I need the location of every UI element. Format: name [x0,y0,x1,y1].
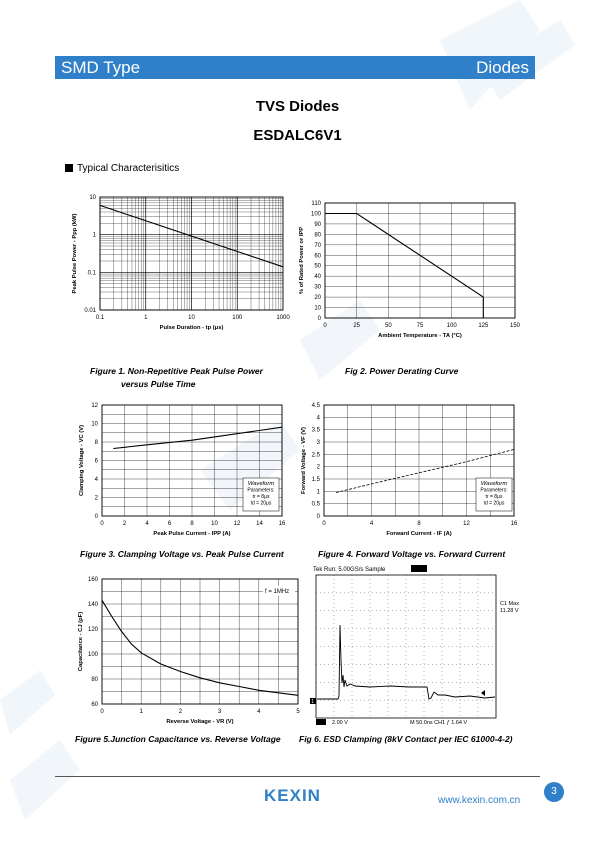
y-tick-label: 60 [91,702,98,708]
x-tick-label: 6 [167,521,172,527]
x-tick-label: 1 [139,709,143,715]
y-tick-label: 1 [316,489,320,496]
x-tick-label: 0 [100,709,104,715]
y-tick-label: 0 [94,514,98,520]
figure-2-chart [290,195,535,345]
figure-4-chart [292,398,532,546]
scope-ch-value: 11.28 V [500,608,519,614]
y-tick-label: 70 [314,242,321,249]
x-tick-label: 1 [144,315,148,321]
header-type: SMD Type [61,57,141,77]
y-tick-label: 0 [317,316,321,322]
y-tick-label: 3 [316,440,320,446]
figure-1-caption: Figure 1. Non-Repetitive Peak Pulse Power [90,366,263,376]
x-tick-label: 50 [384,323,392,329]
y-tick-label: 1 [92,232,96,239]
footer-divider [55,776,540,777]
bullet-square-icon [65,164,73,172]
x-axis-label: Peak Pulse Current - IPP (A) [153,531,231,537]
x-tick-label: 25 [353,323,361,329]
y-axis-label: Clamping Voltage - VC (V) [79,424,85,497]
x-tick-label: 3 [217,709,222,715]
x-tick-label: 16 [510,521,518,527]
y-tick-label: 6 [94,458,98,465]
x-tick-label: 4 [257,709,261,715]
note-text: f = 1MHz [265,589,290,595]
scope-bottom-right: M 50.0ns CH1 ƒ 1.64 V [410,720,468,725]
y-tick-label: 4 [94,477,98,483]
y-axis-label: Peak Pulse Power - Ppp (kW) [72,213,78,294]
x-tick-label: 2 [122,521,127,527]
scope-bottom-left: 2.00 V [332,720,348,725]
y-tick-label: 2.5 [311,452,320,459]
scope-marker-1: 1 [311,699,314,705]
x-tick-label: 8 [417,521,421,527]
figure-3-caption: Figure 3. Clamping Voltage vs. Peak Pulse Current [80,549,284,559]
y-tick-label: 10 [91,421,98,428]
scope-ch1-box [316,719,326,725]
figure-5-caption: Figure 5.Junction Capacitance vs. Reverse Voltage [75,734,281,744]
x-tick-label: 0.1 [95,315,105,321]
y-tick-label: 3.5 [311,427,320,434]
x-tick-label: 0 [323,323,327,329]
x-tick-label: 0 [100,521,104,527]
header-category: Diodes [476,57,529,77]
scope-ch-label: C1 Max [500,601,519,607]
figure-5-chart [70,572,305,727]
legend-text: td = 20μs [483,500,505,507]
y-tick-label: 120 [87,627,98,633]
y-axis-label: Capacitance - CJ (pF) [78,611,84,672]
figure-4-caption: Figure 4. Forward Voltage vs. Forward Current [318,549,506,559]
x-tick-label: 1000 [276,315,290,321]
y-tick-label: 0 [316,514,320,520]
x-tick-label: 10 [211,521,218,527]
x-tick-label: 14 [256,521,263,527]
scope-trigd-box [411,565,427,572]
x-tick-label: 4 [369,521,374,527]
y-tick-label: 20 [314,295,321,302]
y-tick-label: 0.1 [87,270,96,277]
y-tick-label: 30 [314,284,321,291]
x-tick-label: 8 [190,521,194,527]
x-tick-label: 5 [296,709,300,715]
x-tick-label: 12 [463,521,470,527]
x-tick-label: 100 [232,315,243,321]
y-tick-label: 2 [316,464,320,471]
y-tick-label: 110 [311,201,321,207]
y-tick-label: 10 [314,305,321,312]
legend-text: Waveform [247,481,275,487]
y-tick-label: 100 [87,652,98,658]
y-tick-label: 80 [314,232,321,239]
y-tick-label: 90 [314,221,321,228]
figure-6-scope [310,565,535,725]
y-tick-label: 0.5 [311,501,320,508]
y-tick-label: 2 [94,495,98,502]
y-tick-label: 40 [314,274,321,281]
footer-logo: KEXIN [264,786,321,805]
figure-1-chart [60,190,295,340]
y-tick-label: 10 [89,195,96,201]
x-tick-label: 125 [478,323,489,329]
x-tick-label: 75 [416,323,424,329]
y-axis-label: % of Rated Power or IPP [299,226,305,295]
legend-text: tr = 8μs [252,494,270,500]
series-line [113,427,282,448]
y-tick-label: 100 [310,211,321,218]
figure-1-caption-line2: versus Pulse Time [121,379,196,389]
legend-text: Waveform [480,481,508,487]
x-axis-label: Ambient Temperature - TA (°C) [378,333,462,339]
x-tick-label: 2 [178,709,183,715]
scope-top-text: Tek Run: 5.00GS/s Sample [313,567,386,573]
part-number: ESDALC6V1 [253,127,342,144]
section-title: Typical Characterisitics [77,163,180,174]
y-tick-label: 60 [314,253,321,260]
y-tick-label: 1.5 [311,477,320,483]
x-tick-label: 10 [188,315,195,321]
section-heading [65,163,179,174]
x-tick-label: 12 [233,521,241,527]
y-tick-label: 160 [87,577,98,583]
x-tick-label: 4 [145,521,149,527]
legend-text: td = 20μs [250,500,272,507]
x-axis-label: Forward Current - IF (A) [386,531,452,537]
y-tick-label: 8 [94,440,98,446]
y-tick-label: 0.01 [84,308,96,314]
x-tick-label: 16 [278,521,286,527]
y-tick-label: 80 [91,677,98,683]
page-number: 3 [544,782,564,802]
y-tick-label: 4.5 [311,403,320,409]
y-tick-label: 140 [87,602,98,608]
y-tick-label: 4 [316,415,320,422]
page-title: TVS Diodes [255,98,340,115]
legend-text: tr = 8μs [485,494,503,500]
legend-text: Parameters: [480,487,508,494]
figure-2-caption: Fig 2. Power Derating Curve [345,366,459,376]
footer-url[interactable]: www.kexin.com.cn [438,795,521,806]
x-tick-label: 150 [509,323,521,329]
y-tick-label: 12 [91,403,98,409]
legend-text: Parameters: [247,487,275,494]
y-tick-label: 50 [314,263,321,270]
x-axis-label: Pulse Duration - tp (μs) [159,325,224,331]
x-tick-label: 100 [446,323,457,329]
header-banner [55,56,535,79]
y-axis-label: Forward Voltage - VF (V) [301,427,307,494]
x-axis-label: Reverse Voltage - VR (V) [166,719,234,725]
figure-6-caption: Fig 6. ESD Clamping (8kV Contact per IEC 61000-4-2) [299,734,513,744]
x-tick-label: 0 [322,521,326,527]
figure-3-chart [70,398,300,546]
